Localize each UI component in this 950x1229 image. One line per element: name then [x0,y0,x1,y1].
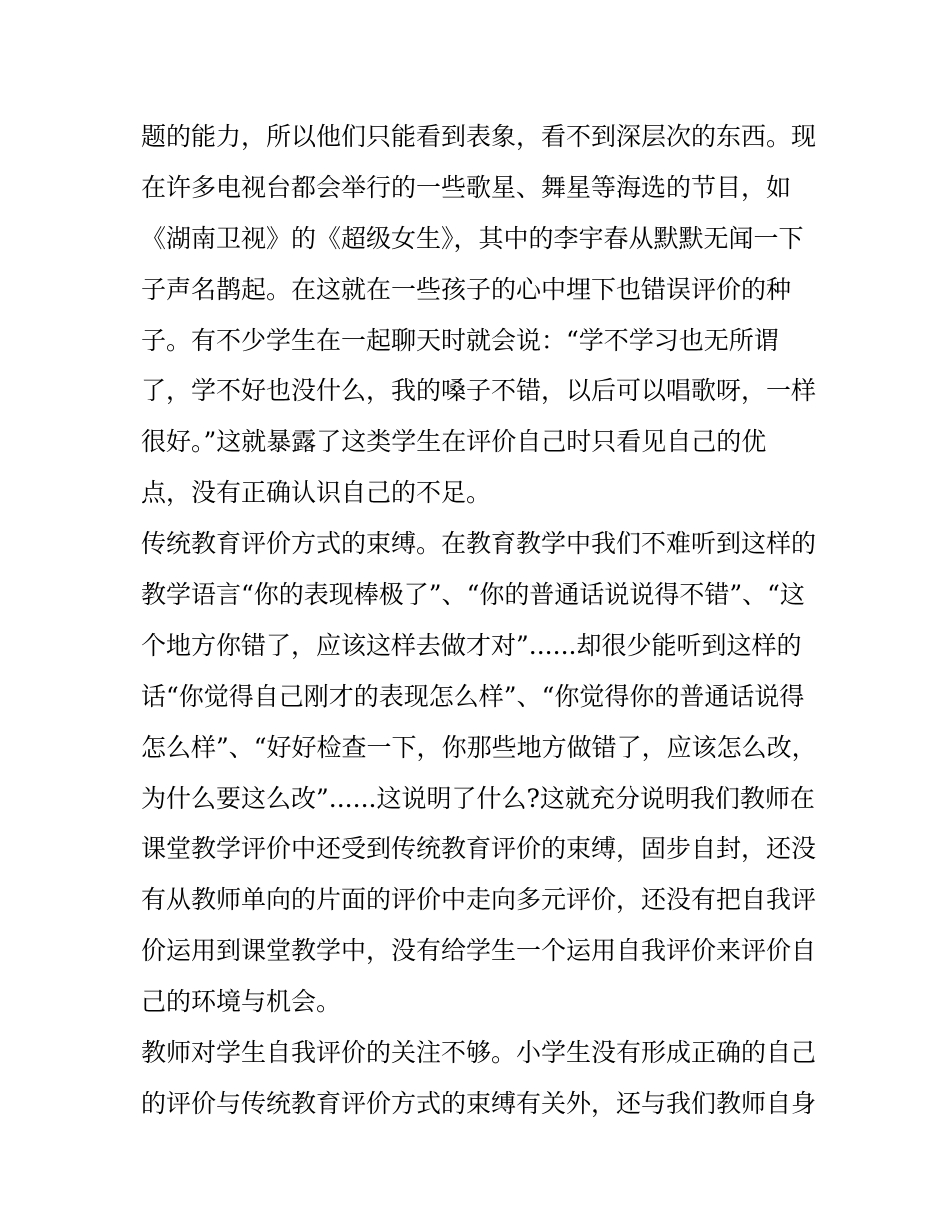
text-line-17: 价运用到课堂教学中，没有给学生一个运用自我评价来评价自 [141,936,817,966]
text-line-15: 课堂教学评价中还受到传统教育评价的束缚，固步自封，还没 [141,834,817,864]
text-line-7: 很好。”这就暴露了这类学生在评价自己时只看见自己的优 [141,427,767,457]
text-line-12: 话“你觉得自己刚才的表现怎么样”、“你觉得你的普通话说得 [141,681,805,711]
text-line-1: 题的能力，所以他们只能看到表象，看不到深层次的东西。现 [141,122,817,151]
text-line-20: 的评价与传统教育评价方式的束缚有关外，还与我们教师自身 [141,1088,817,1118]
text-line-3: 《湖南卫视》的《超级女生》，其中的李宇春从默默无闻一下 [141,223,804,253]
text-line-10: 教学语言“你的表现棒极了”、“你的普通话说说得不错”、“这 [141,580,805,610]
text-line-18: 己的环境与机会。 [141,987,342,1017]
text-line-14: 为什么要这么改”......这说明了什么?这就充分说明我们教师在 [141,783,815,813]
text-line-4: 子声名鹊起。在这就在一些孩子的心中埋下也错误评价的种 [141,274,792,304]
text-line-16: 有从教师单向的片面的评价中走向多元评价，还没有把自我评 [141,885,817,915]
body-text [141,112,821,1130]
text-line-5: 子。有不少学生在一起聊天时就会说：“学不学习也无所谓 [141,325,779,355]
text-line-8: 点，没有正确认识自己的不足。 [141,478,492,508]
text-line-9: 传统教育评价方式的束缚。在教育教学中我们不难听到这样的 [141,529,817,559]
text-line-13: 怎么样”、“好好检查一下，你那些地方做错了，应该怎么改， [141,732,817,762]
text-line-19: 教师对学生自我评价的关注不够。小学生没有形成正确的自己 [141,1038,817,1068]
text-line-2: 在许多电视台都会举行的一些歌星、舞星等海选的节目，如 [141,172,792,202]
text-line-11: 个地方你错了，应该这样去做才对”......却很少能听到这样的 [141,630,802,660]
text-line-6: 了，学不好也没什么，我的嗓子不错，以后可以唱歌呀，一样 [141,376,817,406]
